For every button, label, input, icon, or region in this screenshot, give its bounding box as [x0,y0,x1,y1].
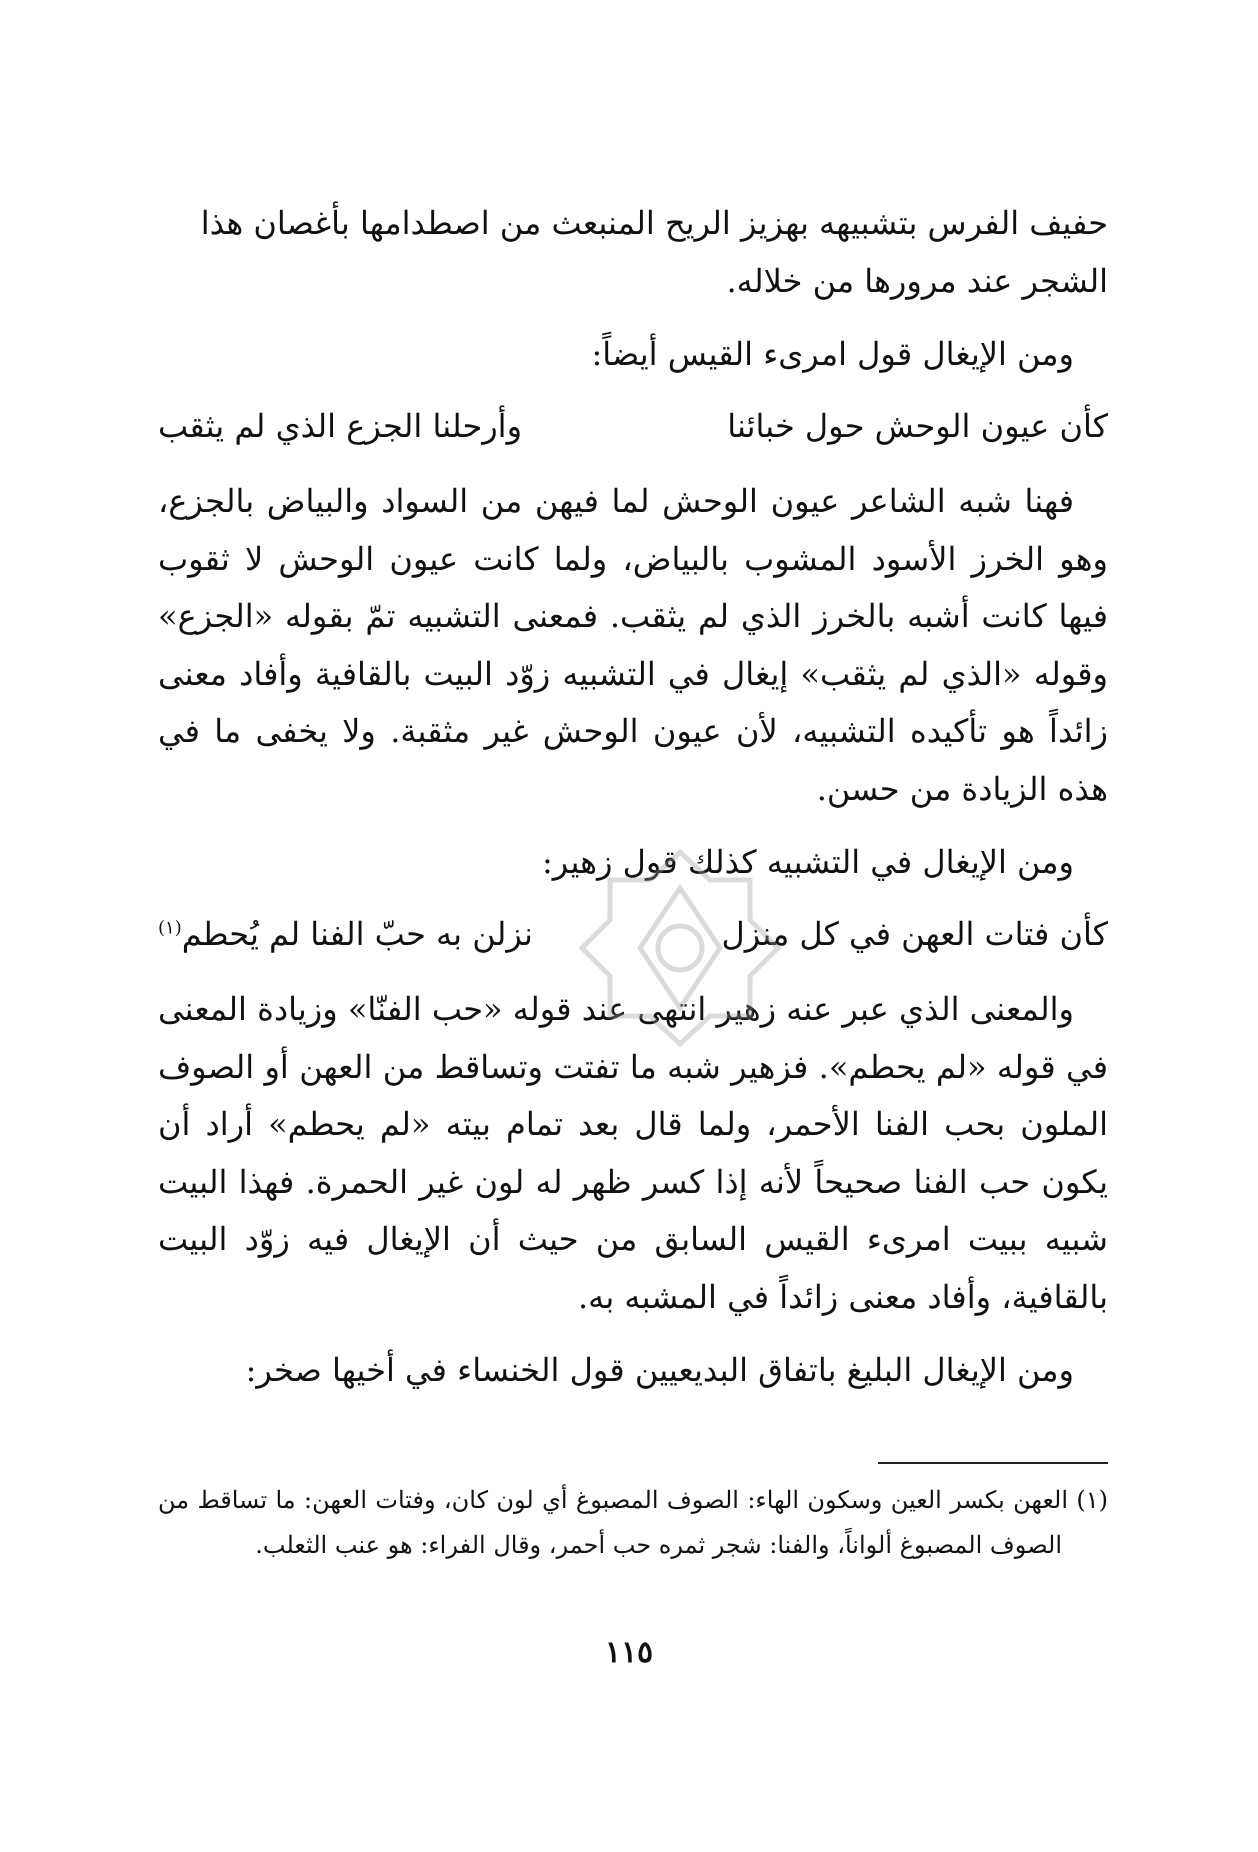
paragraph-3: فهنا شبه الشاعر عيون الوحش لما فيهن من السواد والبياض بالجزع، وهو الخرز الأسود المشوب بالبياض، ولما كانت عيون الوحش لا ثقوب فيها كانت أشبه بالخرز الذي لم يثقب. فمعنى التشبيه تمّ بقوله «الجزع» وقوله «الذي لم يثقب» إيغال في التشبيه زوّد البيت بالقافية وأفاد معنى زائداً هو تأكيده التشبيه، لأن عيون الوحش غير مثقبة. ولا يخفى ما في هذه الزيادة من حسن. [158,482,1109,808]
page-number: ١١٥ [604,1635,654,1670]
verse-1 [158,398,1108,456]
paragraph-1-line-2: الشجر عند مرورها من خلاله. [726,261,1108,300]
paragraph-6: ومن الإيغال البليغ باتفاق البديعيين قول الخنساء في أخيها صخر: [245,1351,1074,1389]
footnote-reference[interactable]: (١) [158,916,182,938]
paragraph-2: ومن الإيغال قول امرىء القيس أيضاً: [591,335,1074,373]
verse-1-second-hemistich: وأرحلنا الجزع الذي لم يثقب [158,406,523,445]
paragraph-1-line-1: حفيف الفرس بتشبيهه بهزيز الريح المنبعث من اصطدامها بأغصان هذا [200,204,1108,242]
verse-1-first-hemistich: كأن عيون الوحش حول خبائنا [727,406,1108,445]
footnote-divider [878,1462,1108,1464]
paragraph-5: والمعنى الذي عبر عنه زهير انتهى عند قوله «حب الفنّا» وزيادة المعنى في قوله «لم يحطم». فزهير شبه ما تفتت وتساقط من العهن أو الصوف الملون بحب الفنا الأحمر، ولما قال بعد تمام بيته «لم يحطم» أراد أن يكون حب الفنا صحيحاً لأنه إذا كسر ظهر له لون غير الحمرة. فهذا البيت شبيه ببيت امرىء القيس السابق من حيث أن الإيغال فيه زوّد البيت بالقافية، وأفاد معنى زائداً في المشبه به. [158,990,1109,1316]
footnotes [158,1478,1108,1568]
verse-2-first-hemistich: كأن فتات العهن في كل منزل [721,914,1108,953]
verse-2-second-hemistich [158,906,533,964]
verse-2-second-text: نزلن به حبّ الفنا لم يُحطم [181,914,533,953]
footnote-1: (١) العهن بكسر العين وسكون الهاء: الصوف المصبوغ أي لون كان، وفتات العهن: ما تساقط من الصوف المصبوغ ألواناً، والفنا: شجر ثمره حب أحمر، وقال الفراء: هو عنب الثعلب. [158,1486,1109,1559]
paragraph-4: ومن الإيغال في التشبيه كذلك قول زهير: [542,843,1074,881]
verse-2 [158,906,1108,964]
body-text [158,195,1108,1400]
